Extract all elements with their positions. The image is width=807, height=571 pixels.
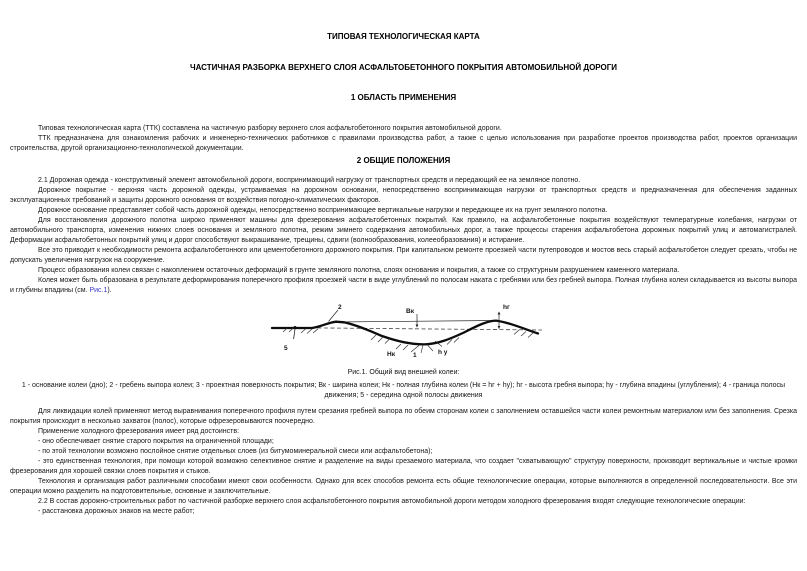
pavement-profile-curve xyxy=(272,321,538,345)
lane-center-tick xyxy=(293,329,294,339)
paragraph: Дорожное основание представляет собой часть дорожной одежды, непосредственно воспринимающее вертикальные нагрузки и передающее их на грунт земляного полотна. xyxy=(38,207,608,214)
section-1-heading: 1 ОБЛАСТЬ ПРИМЕНЕНИЯ xyxy=(350,93,457,102)
bottom-leader-3 xyxy=(427,345,433,352)
paragraph: Все это приводит к необходимости ремонта асфальтобетонного или цементобетонного дорожного покрытия. При капитальном ремонте проезжей части путепроводов и мостов весь старый асфальтобетон следует срезать, чтобы не допускать увеличения нагрузок на сооружение. xyxy=(10,247,797,264)
paragraph: Типовая технологическая карта (ТТК) составлена на частичную разборку верхнего слоя асфальтобетонного покрытия автомобильной дороги. xyxy=(38,125,502,132)
figure-legend: 1 - основание колеи (дно); 2 - гребень выпора колеи; 3 - проектная поверхность покрытия; Вк - ширина колеи; Нк - полная глубина колеи (Нк = hг + hу); hг - высота гребня выпора; hу - глубина впадины (углубления); 4 - граница полосы движения; 5 - середина одной полосы движения xyxy=(21,382,786,399)
crest-left-leader xyxy=(328,310,338,322)
paragraph: Дорожное покрытие - верхняя часть дорожной одежды, устраиваемая на дорожном основании, непосредственно воспринимающая нагрузки от транспортных средств и предназначенная для обеспечения заданных эксплуатационных требований и защиты дорожного основания от воздействия погодно-климатических факторов. xyxy=(10,187,797,204)
list-item: - это единственная технология, при помощи которой возможно селективное снятие и разделение на виды срезаемого материала, что создает "схватывающую" структуру поверхности, производит вертикальные и чистые кромки фрезерования для хорошей связки слоев покрытия и стыков. xyxy=(10,458,797,475)
rut-width-arrowhead xyxy=(415,325,418,328)
rut-paragraph-text: Колея может быть образована в результате деформирования поперечного профиля проезжей части в виде углублений по полосам наката с гребнями или без гребней выпора. Полная глубина колеи складывается из высоты выпора и глубины впадины (см. xyxy=(10,277,797,294)
paragraph-with-figure-link xyxy=(10,276,797,296)
list-item: - оно обеспечивает снятие старого покрытия на ограниченной площади; xyxy=(38,438,274,445)
figure-1-link[interactable]: Рис.1 xyxy=(89,287,108,294)
rut-width-label: Вк xyxy=(405,308,414,315)
list-item: - по этой технологии возможно послойное снятие отдельных слоев (из битумоминеральной смеси или асфальтобетона); xyxy=(38,448,433,455)
bottom-leader-2 xyxy=(421,345,423,353)
rut-cross-section-diagram xyxy=(270,300,550,367)
rut-diagram-svg xyxy=(270,300,550,362)
paragraph: 2.1 Дорожная одежда - конструктивный элемент автомобильной дороги, воспринимающий нагрузку от транспортных средств и передающий ее на земляное полотно. xyxy=(38,177,581,184)
lane-center-dot xyxy=(293,326,296,329)
hatch-marks xyxy=(283,328,533,350)
paragraph: Применение холодного фрезерования имеет ряд достоинств: xyxy=(38,428,240,435)
doc-title: ТИПОВАЯ ТЕХНОЛОГИЧЕСКАЯ КАРТА xyxy=(327,32,480,41)
crest-height-arrowhead-top xyxy=(497,312,500,315)
hollow-depth-label: h у xyxy=(437,349,447,356)
paragraph: Процесс образования колеи связан с накоплением остаточных деформаций в грунте земляного полотна, слоях основания и покрытия, а также со структурным разрушением каменного материала. xyxy=(38,267,680,274)
crest-left-label: 2 xyxy=(337,304,342,311)
rut-paragraph-tail: ). xyxy=(107,287,112,294)
full-depth-label: Нк xyxy=(386,351,395,358)
paragraph: Для ликвидации колей применяют метод выравнивания поперечного профиля путем срезания гребней выпора по обеим сторонам колеи с заполнением оставшейся части колеи ремонтным материалом или без заполнения. Срезка покрытия происходит в несколько захваток (полос), которые офрезеровываются поочередно. xyxy=(10,408,797,425)
figure-1 xyxy=(10,300,797,401)
crest-height-arrowhead-bottom xyxy=(497,326,500,329)
doc-subtitle: ЧАСТИЧНАЯ РАЗБОРКА ВЕРХНЕГО СЛОЯ АСФАЛЬТОБЕТОННОГО ПОКРЫТИЯ АВТОМОБИЛЬНОЙ ДОРОГИ xyxy=(189,63,618,72)
paragraph: Технология и организация работ различными способами имеют свои особенности. Однако для всех способов ремонта есть общие технологические операции, которые выполняются в определенной последовательности. Все эти операции можно разделить на подготовительные, основные и заключительные. xyxy=(10,478,797,495)
bottom-leader-1 xyxy=(411,345,420,353)
design-surface-line xyxy=(336,321,496,323)
list-item: - расстановка дорожных знаков на месте работ; xyxy=(38,508,195,515)
section-2-heading: 2 ОБЩИЕ ПОЛОЖЕНИЯ xyxy=(356,156,451,165)
paragraph: ТТК предназначена для ознакомления рабочих и инженерно-технических работников с правилами производства работ, а также с целью использования при разработке проектов производства работ, проектов организации строительства, другой организационно-технологической документации. xyxy=(10,135,797,152)
lane-center-label: 5 xyxy=(283,345,288,352)
figure-caption: Рис.1. Общий вид внешней колеи: xyxy=(347,369,460,376)
paragraph: 2.2 В состав дорожно-строительных работ по частичной разборке верхнего слоя асфальтобетонного покрытия автомобильной дороги методом холодного фрезерования входят следующие технологические операции: xyxy=(38,498,746,505)
crest-height-label: hг xyxy=(502,304,510,311)
paragraph: Для восстановления дорожного полотна широко применяют машины для фрезерования асфальтобетонных покрытий. Как правило, на асфальтобетонные покрытия воздействуют температурные колебания, нагрузки от автомобильного транспорта, изменения нижних слоев основания и земляного полотна, режим зимнего содержания автомобильных дорог, а также процессы старения асфальтобетона дорожных покрытий улиц и автомагистралей. Деформации асфальтобетонных покрытий улиц и дорог способствуют выкрашивание, трещины, сдвиги (волнообразования, колееобразования) и истирание. xyxy=(10,217,797,244)
rut-bottom-label: 1 xyxy=(412,352,417,359)
